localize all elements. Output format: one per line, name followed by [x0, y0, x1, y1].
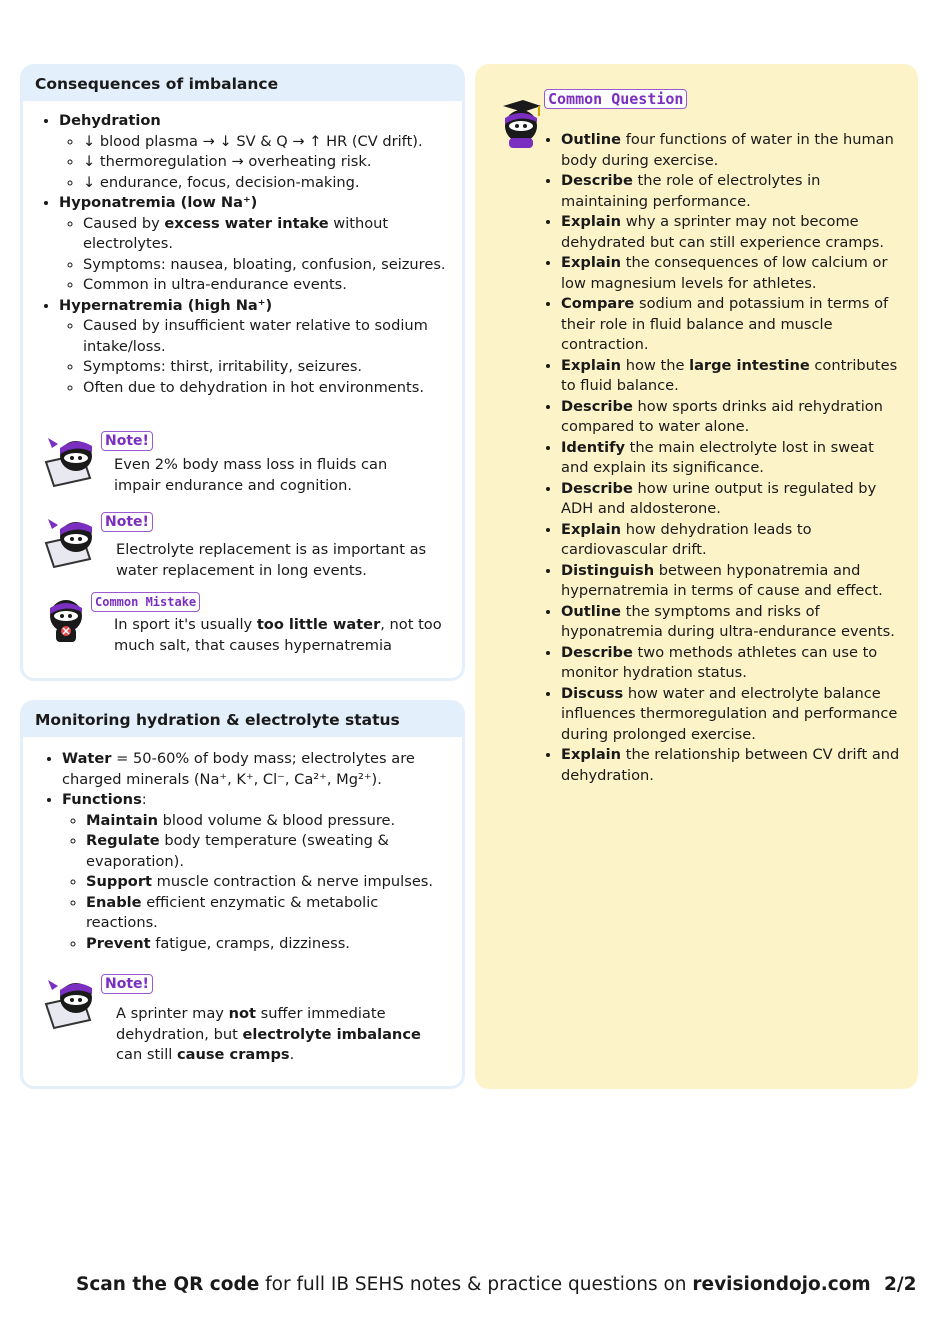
- list-item: • Outline the symptoms and risks of hyponatremia during ultra-endurance events.: [561, 602, 905, 643]
- list-item: • Explain how dehydration leads to cardiovascular drift.: [561, 520, 905, 561]
- list-item: • Hypernatremia (high Na⁺) ◦ Caused by insufficient water relative to sodium intake/loss. ◦ Symptoms: thirst, irritability, seizures. ◦ Often due to dehydration in hot environments.: [59, 296, 454, 399]
- list-item: • Explain why a sprinter may not become dehydrated but can still experience cramps.: [561, 212, 905, 253]
- footer-text: Scan the QR code for full IB SEHS notes & practice questions on revisiondojo.com: [76, 1274, 871, 1295]
- list-item: • Explain the consequences of low calcium or low magnesium levels for athletes.: [561, 253, 905, 294]
- section-title: Monitoring hydration & electrolyte status: [23, 703, 462, 737]
- note-badge: Note!: [101, 512, 153, 532]
- list-item: ◦ ↓ blood plasma → ↓ SV & Q → ↑ HR (CV drift).: [83, 132, 454, 153]
- list-item: • Distinguish between hyponatremia and hypernatremia in terms of cause and effect.: [561, 561, 905, 602]
- list-item: ◦ Support muscle contraction & nerve impulses.: [86, 872, 454, 893]
- list-item: • Explain the relationship between CV drift and dehydration.: [561, 745, 905, 786]
- ninja-mistake-icon: [44, 596, 90, 644]
- question-badge: Common Question: [544, 89, 687, 109]
- list-item: ◦ Caused by excess water intake without electrolytes.: [83, 214, 454, 255]
- ninja-laptop-icon: [42, 434, 102, 488]
- list-item: • Hyponatremia (low Na⁺) ◦ Caused by excess water intake without electrolytes. ◦ Symptoms: nausea, bloating, confusion, seizures. ◦ Common in ultra-endurance events.: [59, 193, 454, 296]
- note-text: A sprinter may not suffer immediate dehydration, but electrolyte imbalance can still cause cramps.: [116, 1005, 421, 1063]
- list-item: • Explain how the large intestine contributes to fluid balance.: [561, 356, 905, 397]
- list-item: ◦ Often due to dehydration in hot environments.: [83, 378, 454, 399]
- common-question-card: [475, 64, 918, 1089]
- question-list: [561, 130, 905, 786]
- consequences-list: [23, 101, 462, 398]
- list-item: • Compare sodium and potassium in terms of their role in fluid balance and muscle contraction.: [561, 294, 905, 356]
- list-item: ◦ Symptoms: thirst, irritability, seizures.: [83, 357, 454, 378]
- ninja-graduate-icon: [493, 98, 545, 150]
- list-item: • Describe how urine output is regulated by ADH and aldosterone.: [561, 479, 905, 520]
- list-item: ◦ Maintain blood volume & blood pressure.: [86, 811, 454, 832]
- note-text: Even 2% body mass loss in fluids can impair endurance and cognition.: [114, 456, 388, 494]
- monitoring-list: [23, 737, 462, 954]
- list-item: • Identify the main electrolyte lost in sweat and explain its significance.: [561, 438, 905, 479]
- list-item: ◦ Common in ultra-endurance events.: [83, 275, 454, 296]
- list-item: ◦ ↓ thermoregulation → overheating risk.: [83, 152, 454, 173]
- list-item: ◦ ↓ endurance, focus, decision-making.: [83, 173, 454, 194]
- mistake-text: In sport it's usually too little water, not too much salt, that causes hypernatremia: [114, 616, 442, 654]
- list-item: • Describe two methods athletes can use to monitor hydration status.: [561, 643, 905, 684]
- ninja-laptop-icon: [42, 515, 102, 569]
- list-item: • Water = 50-60% of body mass; electrolytes are charged minerals (Na⁺, K⁺, Cl⁻, Ca²⁺, Mg²⁺).: [62, 749, 454, 790]
- note-badge: Note!: [101, 974, 153, 994]
- site-link[interactable]: revisiondojo.com: [692, 1274, 871, 1295]
- list-item: • Describe the role of electrolytes in maintaining performance.: [561, 171, 905, 212]
- list-item: • Describe how sports drinks aid rehydration compared to water alone.: [561, 397, 905, 438]
- note-text: Electrolyte replacement is as important as water replacement in long events.: [116, 541, 427, 579]
- list-item: ◦ Enable efficient enzymatic & metabolic reactions.: [86, 893, 454, 934]
- list-item: ◦ Symptoms: nausea, bloating, confusion, seizures.: [83, 255, 454, 276]
- list-item: • Dehydration ◦ ↓ blood plasma → ↓ SV & Q → ↑ HR (CV drift). ◦ ↓ thermoregulation → overheating risk. ◦ ↓ endurance, focus, decision-making.: [59, 111, 454, 193]
- list-item: ◦ Prevent fatigue, cramps, dizziness.: [86, 934, 454, 955]
- ninja-laptop-icon: [42, 976, 102, 1030]
- page-number: 2/2: [884, 1274, 917, 1295]
- consequences-card: [20, 64, 465, 681]
- mistake-badge: Common Mistake: [91, 592, 200, 612]
- list-item: • Outline four functions of water in the human body during exercise.: [561, 130, 905, 171]
- note-badge: Note!: [101, 431, 153, 451]
- list-item: • Discuss how water and electrolyte balance influences thermoregulation and performance during prolonged exercise.: [561, 684, 905, 746]
- list-item: ◦ Caused by insufficient water relative to sodium intake/loss.: [83, 316, 454, 357]
- section-title: Consequences of imbalance: [23, 67, 462, 101]
- list-item: ◦ Regulate body temperature (sweating & evaporation).: [86, 831, 454, 872]
- list-item: • Functions: ◦ Maintain blood volume & blood pressure. ◦ Regulate body temperature (sweating & evaporation). ◦ Support muscle contraction & nerve impulses. ◦ Enable efficient enzymatic & metabolic reactions. ◦ Prevent fatigue, cramps, dizziness.: [62, 790, 454, 954]
